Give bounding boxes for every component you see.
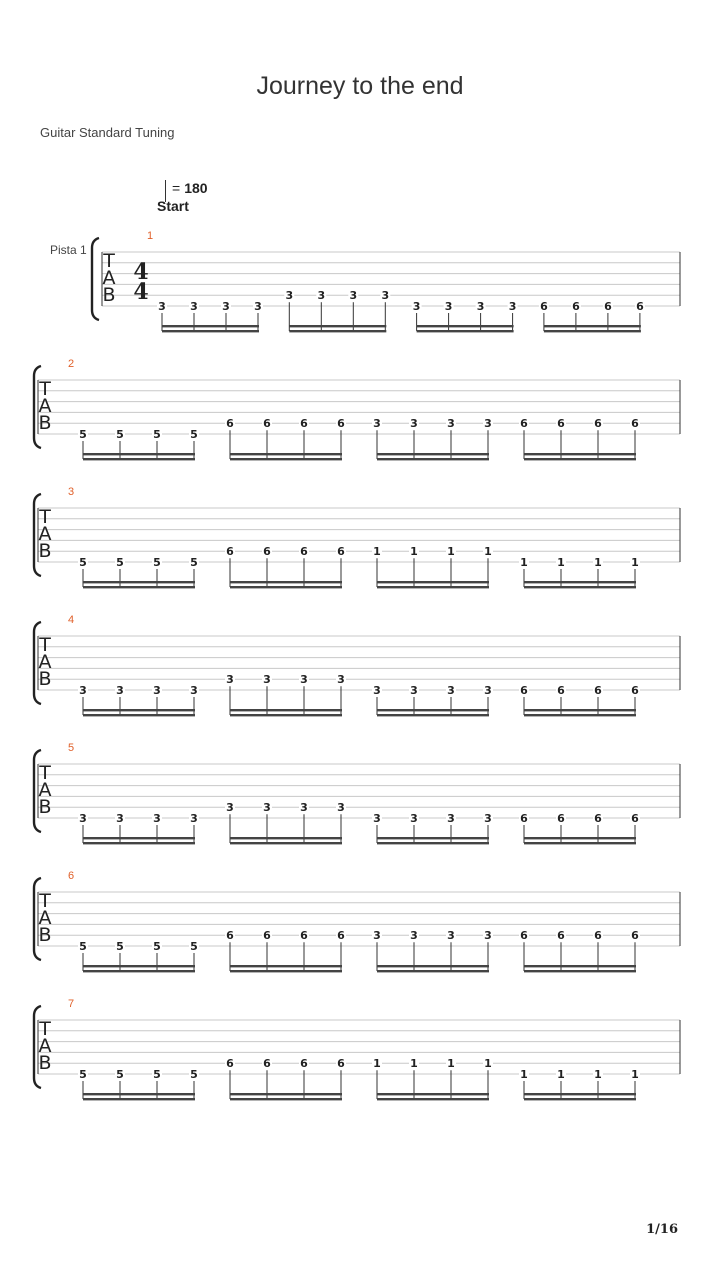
fret-number: 3 <box>410 417 418 431</box>
fret-number: 3 <box>337 801 345 815</box>
fret-number: 6 <box>263 417 271 431</box>
beam-primary <box>524 453 636 455</box>
tab-clef-letter: A <box>38 651 52 673</box>
fret-number: 6 <box>520 684 528 697</box>
fret-number: 3 <box>444 300 453 313</box>
beam-secondary <box>524 586 636 588</box>
fret-number: 5 <box>116 428 124 441</box>
fret-number: 5 <box>190 1068 198 1081</box>
beam-secondary <box>377 970 489 972</box>
beam-primary <box>83 709 195 711</box>
tab-clef-letter: B <box>38 540 52 562</box>
beam-secondary <box>524 1098 636 1100</box>
fret-number: 1 <box>594 1068 602 1081</box>
page-indicator: 1/16 <box>646 1222 678 1237</box>
fret-number: 3 <box>226 801 234 815</box>
beam-primary <box>83 581 195 583</box>
tuning-subtitle: Guitar Standard Tuning <box>40 125 175 140</box>
tab-clef-letter: B <box>38 796 52 818</box>
fret-number: 5 <box>79 1068 87 1081</box>
fret-number: 3 <box>79 812 87 825</box>
fret-number: 5 <box>116 556 124 569</box>
time-signature-bottom: 4 <box>133 279 149 305</box>
tab-clef-letter: B <box>102 284 116 306</box>
fret-number: 3 <box>190 684 198 697</box>
fret-number: 1 <box>410 545 418 559</box>
fret-number: 5 <box>153 556 161 569</box>
beam-secondary <box>524 458 636 460</box>
beam-secondary <box>524 970 636 972</box>
fret-number: 3 <box>412 300 421 313</box>
fret-number: 3 <box>410 929 418 943</box>
beam-secondary <box>83 1098 195 1100</box>
tab-clef-letter: A <box>38 779 52 801</box>
fret-number: 1 <box>557 556 565 569</box>
fret-number: 3 <box>447 929 455 943</box>
fret-number: 6 <box>604 300 612 313</box>
fret-number: 1 <box>484 545 492 559</box>
fret-number: 3 <box>381 289 390 303</box>
beam-primary <box>377 965 489 967</box>
fret-number: 6 <box>226 1057 234 1071</box>
measure-number: 5 <box>68 742 75 754</box>
fret-number: 3 <box>447 684 455 697</box>
beam-primary <box>377 709 489 711</box>
fret-number: 3 <box>484 684 492 697</box>
fret-number: 3 <box>476 300 485 313</box>
beam-primary <box>524 965 636 967</box>
tab-clef-letter: B <box>38 412 52 434</box>
beam-primary <box>544 325 641 327</box>
beam-primary <box>83 837 195 839</box>
fret-number: 1 <box>484 1057 492 1071</box>
fret-number: 6 <box>337 545 345 559</box>
beam-primary <box>377 581 489 583</box>
fret-number: 3 <box>484 417 492 431</box>
fret-number: 3 <box>349 289 358 303</box>
fret-number: 1 <box>631 556 639 569</box>
beam-primary <box>524 709 636 711</box>
fret-number: 3 <box>116 812 124 825</box>
fret-number: 5 <box>153 940 161 953</box>
fret-number: 6 <box>263 1057 271 1071</box>
beam-secondary <box>230 714 342 716</box>
fret-number: 1 <box>594 556 602 569</box>
track-name: Pista 1 <box>50 243 87 257</box>
fret-number: 1 <box>447 545 455 559</box>
tab-clef-letter: T <box>39 506 51 528</box>
fret-number: 3 <box>373 812 381 825</box>
fret-number: 3 <box>484 812 492 825</box>
beam-secondary <box>377 714 489 716</box>
fret-number: 1 <box>520 556 528 569</box>
measure-number: 2 <box>68 358 75 370</box>
beam-secondary <box>230 1098 342 1100</box>
beam-secondary <box>230 458 342 460</box>
fret-number: 6 <box>557 684 565 697</box>
beam-primary <box>162 325 259 327</box>
fret-number: 6 <box>636 300 644 313</box>
fret-number: 3 <box>254 300 262 313</box>
beam-primary <box>289 325 386 327</box>
fret-number: 6 <box>226 545 234 559</box>
beam-secondary <box>289 330 386 332</box>
fret-number: 5 <box>190 940 198 953</box>
fret-number: 3 <box>508 300 517 313</box>
fret-number: 5 <box>190 428 198 441</box>
fret-number: 3 <box>190 300 198 313</box>
fret-number: 6 <box>594 417 602 431</box>
fret-number: 3 <box>285 289 294 303</box>
measure-number: 6 <box>68 870 75 882</box>
beam-primary <box>377 1093 489 1095</box>
fret-number: 6 <box>337 1057 345 1071</box>
beam-secondary <box>524 842 636 844</box>
fret-number: 3 <box>158 300 166 313</box>
fret-number: 1 <box>373 545 381 559</box>
fret-number: 6 <box>300 417 308 431</box>
tempo-equals: = <box>172 180 181 196</box>
beam-secondary <box>377 842 489 844</box>
fret-number: 3 <box>410 812 418 825</box>
beam-secondary <box>230 970 342 972</box>
fret-number: 3 <box>226 673 234 687</box>
fret-number: 3 <box>263 673 271 687</box>
fret-number: 3 <box>190 812 198 825</box>
fret-number: 1 <box>631 1068 639 1081</box>
fret-number: 3 <box>116 684 124 697</box>
beam-secondary <box>417 330 514 332</box>
fret-number: 6 <box>557 812 565 825</box>
time-signature-top: 4 <box>133 259 149 285</box>
beam-secondary <box>162 330 259 332</box>
tab-clef-letter: A <box>38 1035 52 1057</box>
fret-number: 5 <box>79 556 87 569</box>
fret-number: 1 <box>520 1068 528 1081</box>
fret-number: 6 <box>263 929 271 943</box>
fret-number: 3 <box>447 417 455 431</box>
beam-primary <box>230 965 342 967</box>
tab-clef-letter: A <box>38 907 52 929</box>
measure-number: 1 <box>147 230 154 242</box>
beam-secondary <box>83 970 195 972</box>
fret-number: 6 <box>631 684 639 697</box>
fret-number: 3 <box>373 417 381 431</box>
tab-clef-letter: T <box>39 1018 51 1040</box>
fret-number: 5 <box>190 556 198 569</box>
fret-number: 6 <box>631 417 639 431</box>
beam-secondary <box>377 1098 489 1100</box>
beam-primary <box>377 837 489 839</box>
fret-number: 3 <box>447 812 455 825</box>
fret-number: 3 <box>153 684 161 697</box>
fret-number: 5 <box>153 428 161 441</box>
tempo-bpm: 180 <box>184 180 208 196</box>
beam-secondary <box>83 714 195 716</box>
beam-secondary <box>83 458 195 460</box>
tab-clef-letter: A <box>38 395 52 417</box>
fret-number: 6 <box>337 929 345 943</box>
fret-number: 3 <box>373 929 381 943</box>
beam-primary <box>377 453 489 455</box>
fret-number: 6 <box>557 417 565 431</box>
fret-number: 6 <box>226 929 234 943</box>
fret-number: 5 <box>116 940 124 953</box>
tab-clef-letter: T <box>39 378 51 400</box>
tab-clef-letter: T <box>39 634 51 656</box>
beam-secondary <box>544 330 641 332</box>
beam-primary <box>83 1093 195 1095</box>
measure-number: 3 <box>68 486 75 498</box>
fret-number: 5 <box>116 1068 124 1081</box>
fret-number: 3 <box>337 673 345 687</box>
fret-number: 6 <box>300 929 308 943</box>
system-bracket <box>92 238 99 320</box>
fret-number: 3 <box>300 801 308 815</box>
beam-primary <box>524 837 636 839</box>
fret-number: 5 <box>79 428 87 441</box>
measure-number: 4 <box>68 614 75 626</box>
fret-number: 3 <box>153 812 161 825</box>
fret-number: 3 <box>484 929 492 943</box>
tab-clef-letter: B <box>38 1052 52 1074</box>
tab-clef-letter: B <box>38 924 52 946</box>
fret-number: 3 <box>222 300 230 313</box>
fret-number: 3 <box>373 684 381 697</box>
beam-primary <box>230 453 342 455</box>
fret-number: 1 <box>447 1057 455 1071</box>
fret-number: 6 <box>540 300 548 313</box>
fret-number: 6 <box>557 929 565 943</box>
beam-primary <box>83 453 195 455</box>
fret-number: 6 <box>631 812 639 825</box>
tab-clef-letter: A <box>38 523 52 545</box>
beam-primary <box>230 837 342 839</box>
fret-number: 6 <box>300 1057 308 1071</box>
fret-number: 1 <box>557 1068 565 1081</box>
beam-primary <box>524 1093 636 1095</box>
beam-primary <box>83 965 195 967</box>
tab-clef-letter: T <box>39 890 51 912</box>
beam-secondary <box>83 586 195 588</box>
section-marker: Start <box>157 198 189 214</box>
fret-number: 6 <box>300 545 308 559</box>
fret-number: 1 <box>373 1057 381 1071</box>
beam-secondary <box>524 714 636 716</box>
fret-number: 6 <box>337 417 345 431</box>
beam-primary <box>230 709 342 711</box>
fret-number: 6 <box>631 929 639 943</box>
fret-number: 6 <box>226 417 234 431</box>
measure-number: 7 <box>68 998 75 1010</box>
fret-number: 6 <box>594 684 602 697</box>
fret-number: 5 <box>153 1068 161 1081</box>
tab-clef-letter: B <box>38 668 52 690</box>
tab-clef-letter: T <box>39 762 51 784</box>
fret-number: 6 <box>572 300 580 313</box>
beam-secondary <box>377 586 489 588</box>
tab-clef-letter: A <box>102 267 116 289</box>
fret-number: 3 <box>300 673 308 687</box>
fret-number: 3 <box>317 289 326 303</box>
fret-number: 6 <box>520 929 528 943</box>
beam-secondary <box>230 842 342 844</box>
beam-secondary <box>83 842 195 844</box>
fret-number: 5 <box>79 940 87 953</box>
fret-number: 3 <box>263 801 271 815</box>
fret-number: 6 <box>594 929 602 943</box>
beam-secondary <box>377 458 489 460</box>
fret-number: 6 <box>263 545 271 559</box>
beam-secondary <box>230 586 342 588</box>
beam-primary <box>230 581 342 583</box>
fret-number: 1 <box>410 1057 418 1071</box>
fret-number: 3 <box>79 684 87 697</box>
fret-number: 6 <box>520 812 528 825</box>
beam-primary <box>524 581 636 583</box>
tab-clef-letter: T <box>103 250 115 272</box>
fret-number: 6 <box>594 812 602 825</box>
song-title: Journey to the end <box>256 72 464 100</box>
fret-number: 3 <box>410 684 418 697</box>
beam-primary <box>417 325 514 327</box>
fret-number: 6 <box>520 417 528 431</box>
beam-primary <box>230 1093 342 1095</box>
